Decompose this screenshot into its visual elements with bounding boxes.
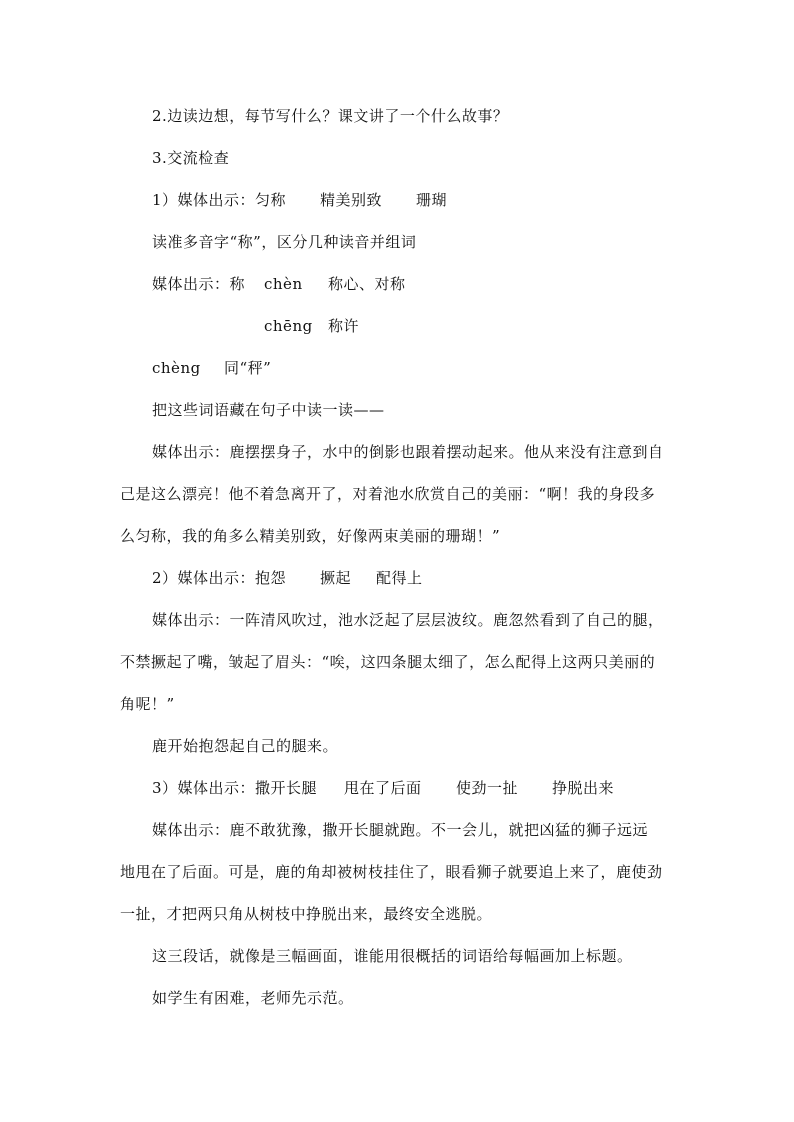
pinyin-chen: chèn	[264, 275, 303, 293]
complain-sentence: 鹿开始抱怨起自己的腿来。	[152, 737, 339, 755]
teacher-demo-note: 如学生有困难，老师先示范。	[152, 989, 354, 1007]
paragraph-1-line-2: 己是这么漂亮！他不着急离开了，对着池水欣赏自己的美丽：“啊！我的身段多	[120, 485, 656, 503]
paragraph-2-line-2: 不禁撅起了嘴，皱起了眉头：“唉，这四条腿太细了，怎么配得上这两只美丽的	[120, 653, 656, 671]
paragraph-3-line-2: 地甩在了后面。可是，鹿的角却被树枝挂住了，眼看狮子就要追上来了，鹿使劲	[120, 863, 663, 881]
sentence-intro: 把这些词语藏在句子中读一读——	[152, 401, 385, 419]
pinyin-cheng1: chēng	[264, 317, 313, 335]
pinyin-cheng1-words: 称许	[328, 317, 360, 335]
paragraph-1-line-3: 么匀称，我的角多么精美别致，好像两束美丽的珊瑚！”	[120, 527, 501, 545]
pinyin-cheng4: chèng	[152, 359, 201, 377]
media-1-word-3: 珊瑚	[416, 191, 448, 209]
pinyin-row-3	[152, 358, 352, 378]
polyphone-instruction: 读准多音字“称”，区分几种读音并组词	[152, 233, 417, 251]
paragraph-1-line-1: 媒体出示：鹿摆摆身子，水中的倒影也跟着摆动起来。他从来没有注意到自	[152, 443, 664, 461]
media-line-3	[152, 778, 652, 798]
pinyin-row-2	[264, 316, 464, 336]
media-3-word-3: 使劲一扯	[456, 779, 519, 797]
media-1-label: 1）媒体出示：匀称	[152, 191, 287, 209]
section-3-heading: 3.交流检查	[152, 149, 230, 167]
media-3-word-4: 挣脱出来	[552, 779, 615, 797]
paragraph-3-line-3: 一扯，才把两只角从树枝中挣脱出来，最终安全逃脱。	[120, 905, 493, 923]
three-paragraphs-prompt: 这三段话，就像是三幅画面，谁能用很概括的词语给每幅画加上标题。	[152, 947, 633, 965]
media-3-word-2: 甩在了后面	[344, 779, 422, 797]
pinyin-cheng4-words: 同“秤”	[224, 359, 272, 377]
paragraph-2-line-3: 角呢！”	[120, 695, 175, 713]
paragraph-3-line-1: 媒体出示：鹿不敢犹豫，撒开长腿就跑。不一会儿，就把凶猛的狮子远远	[152, 821, 649, 839]
media-3-label: 3）媒体出示：撒开长腿	[152, 779, 318, 797]
media-2-word-3: 配得上	[376, 569, 423, 587]
pinyin-table-label: 媒体出示：称	[152, 275, 246, 293]
media-2-label: 2）媒体出示：抱怨	[152, 569, 287, 587]
pinyin-chen-words: 称心、对称	[328, 275, 406, 293]
question-2: 2.边读边想，每节写什么？课文讲了一个什么故事？	[152, 107, 509, 125]
media-line-2	[152, 568, 512, 588]
media-1-word-2: 精美别致	[320, 191, 383, 209]
media-2-word-2: 撅起	[320, 569, 352, 587]
pinyin-row-1	[152, 274, 452, 294]
media-line-1	[152, 190, 612, 210]
paragraph-2-line-1: 媒体出示：一阵清风吹过，池水泛起了层层波纹。鹿忽然看到了自己的腿，	[152, 611, 664, 629]
